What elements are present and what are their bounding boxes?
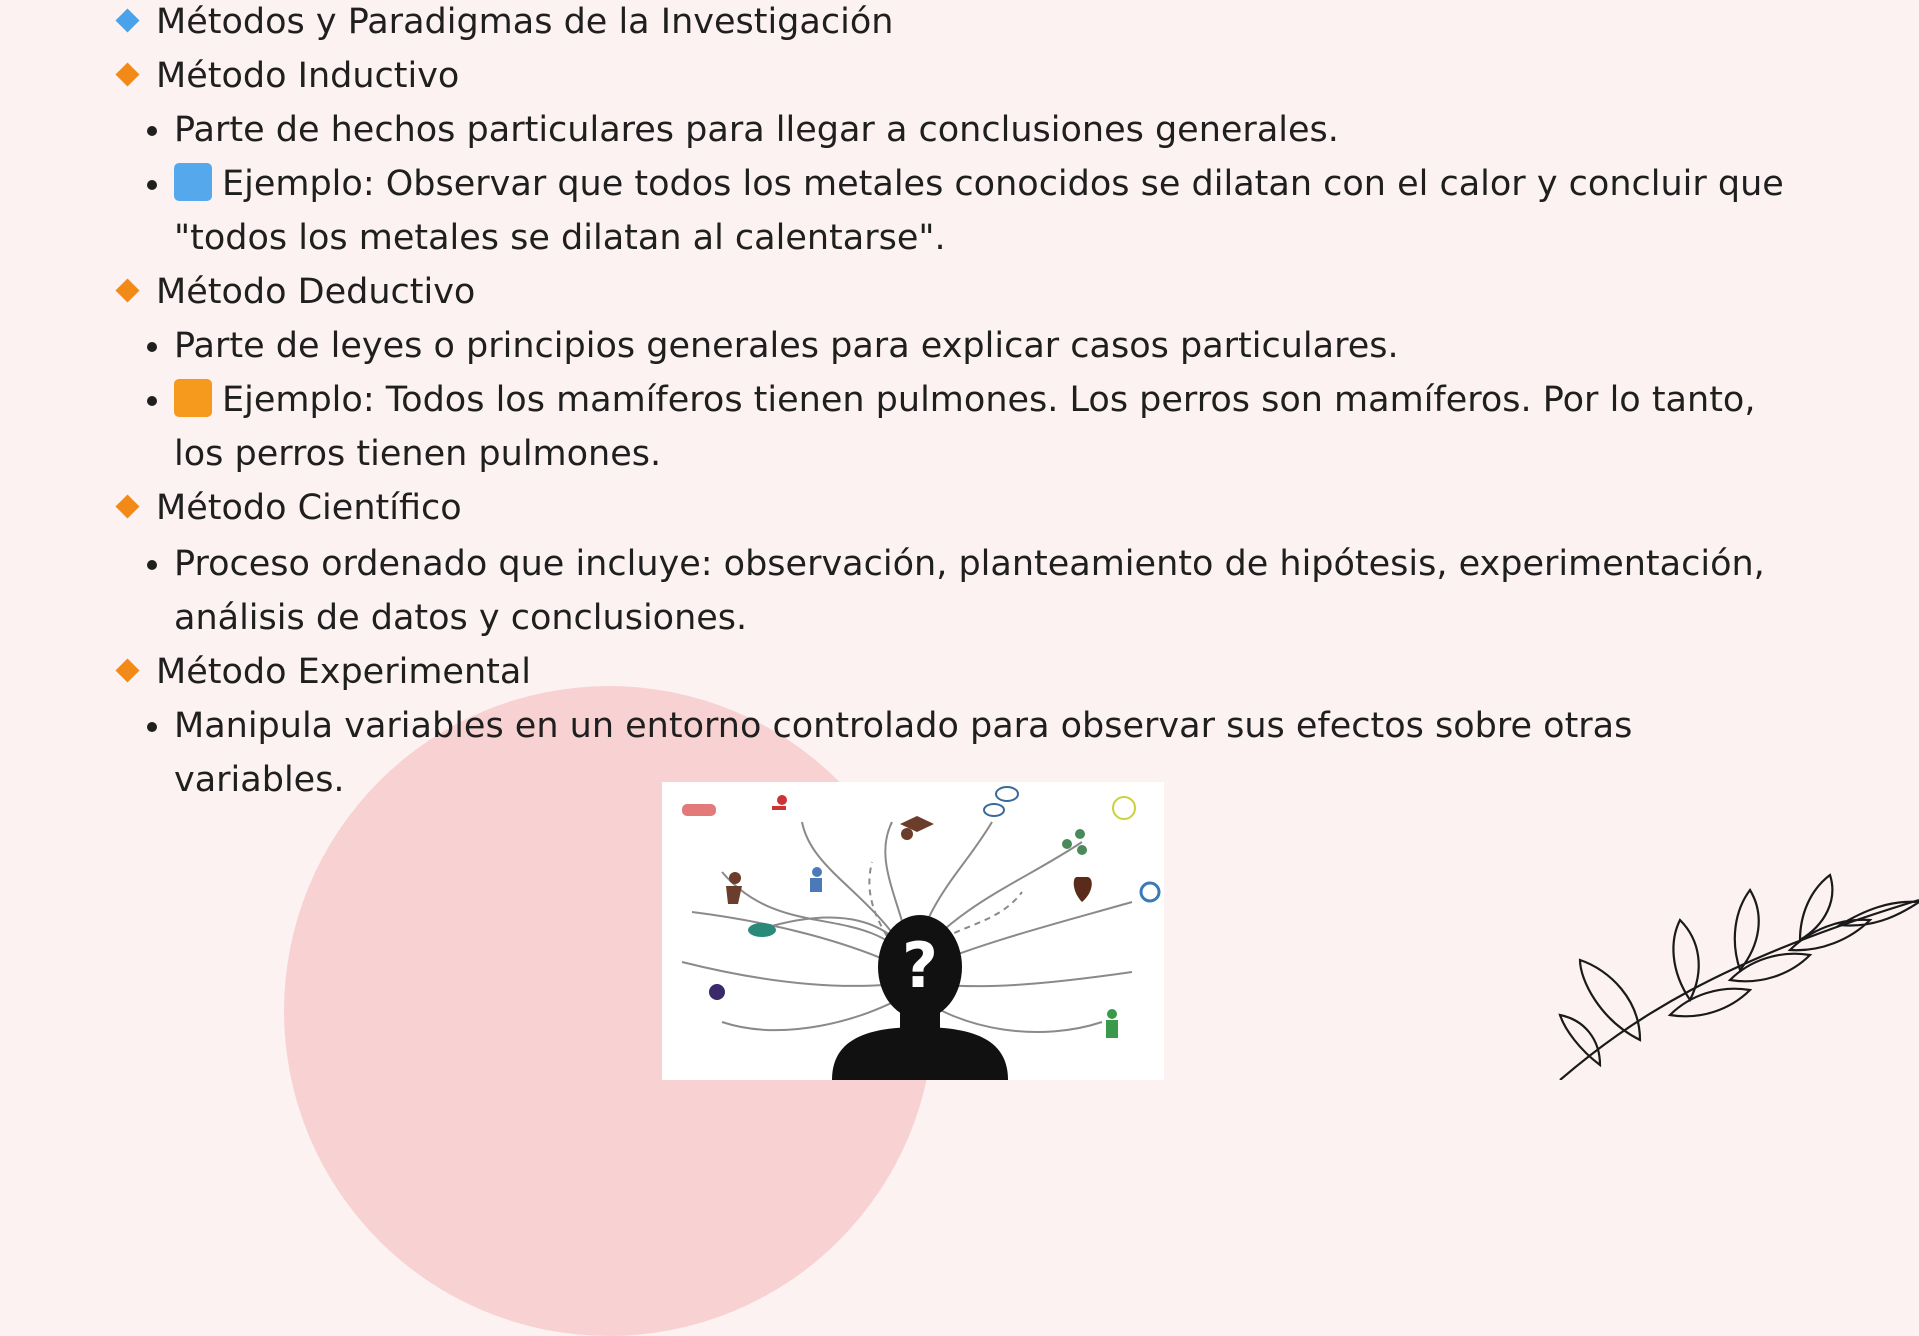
handshake-icon (682, 804, 716, 816)
deductive-desc: Parte de leyes o principios generales para explicar casos particulares. (174, 326, 1399, 366)
inductive-example (174, 162, 1784, 206)
blue-square-icon (174, 163, 212, 201)
leaf-branch-icon (1540, 870, 1919, 1080)
question-mark: ? (902, 929, 938, 1002)
bullet-icon (147, 560, 157, 570)
face-icon (709, 984, 725, 1000)
experimental-desc: Manipula variables en un entorno controlado para observar sus efectos sobre otras (174, 706, 1633, 746)
bullet-icon (147, 722, 157, 732)
deductive-example (174, 378, 1755, 422)
diamond-orange-icon (115, 62, 139, 86)
diamond-orange-icon (115, 658, 139, 682)
diamond-blue-icon (115, 8, 139, 32)
smile-icon (1113, 797, 1135, 819)
illustration-svg (662, 782, 1164, 1080)
graduation-icon (900, 816, 934, 840)
scientific-desc-cont: análisis de datos y conclusiones. (174, 598, 748, 638)
scientific-desc: Proceso ordenado que incluye: observación, planteamiento de hipótesis, experimentación, (174, 544, 1765, 584)
network-icon (1062, 829, 1087, 855)
diamond-orange-icon (115, 494, 139, 518)
search-icon (1141, 883, 1159, 901)
deductive-title: Método Deductivo (156, 272, 476, 312)
thinker-icon (726, 872, 742, 904)
diamond-orange-icon (115, 278, 139, 302)
inductive-example-text: Ejemplo: Observar que todos los metales conocidos se dilatan con el calor y concluir que (222, 164, 1784, 204)
list-heading: Métodos y Paradigmas de la Investigación (156, 2, 894, 42)
deductive-example-cont: los perros tienen pulmones. (174, 434, 662, 474)
bullet-icon (147, 180, 157, 190)
inductive-example-cont: "todos los metales se dilatan al calentarse". (174, 218, 946, 258)
research-illustration (662, 782, 1164, 1080)
scientific-title: Método Científico (156, 488, 462, 528)
bullet-icon (147, 396, 157, 406)
reader-icon (810, 867, 822, 892)
inductive-desc: Parte de hechos particulares para llegar a conclusiones generales. (174, 110, 1339, 150)
runner-icon (772, 795, 787, 810)
hand-icon (1074, 877, 1092, 902)
experimental-title: Método Experimental (156, 652, 532, 692)
chat-icon (984, 787, 1018, 816)
inductive-title: Método Inductivo (156, 56, 460, 96)
bullet-icon (147, 342, 157, 352)
orange-square-icon (174, 379, 212, 417)
eye-icon (748, 923, 776, 937)
bullet-icon (147, 126, 157, 136)
experimental-desc-cont: variables. (174, 760, 345, 800)
deductive-example-text: Ejemplo: Todos los mamíferos tienen pulmones. Los perros son mamíferos. Por lo tanto, (222, 380, 1756, 420)
person-icon (1106, 1009, 1118, 1038)
